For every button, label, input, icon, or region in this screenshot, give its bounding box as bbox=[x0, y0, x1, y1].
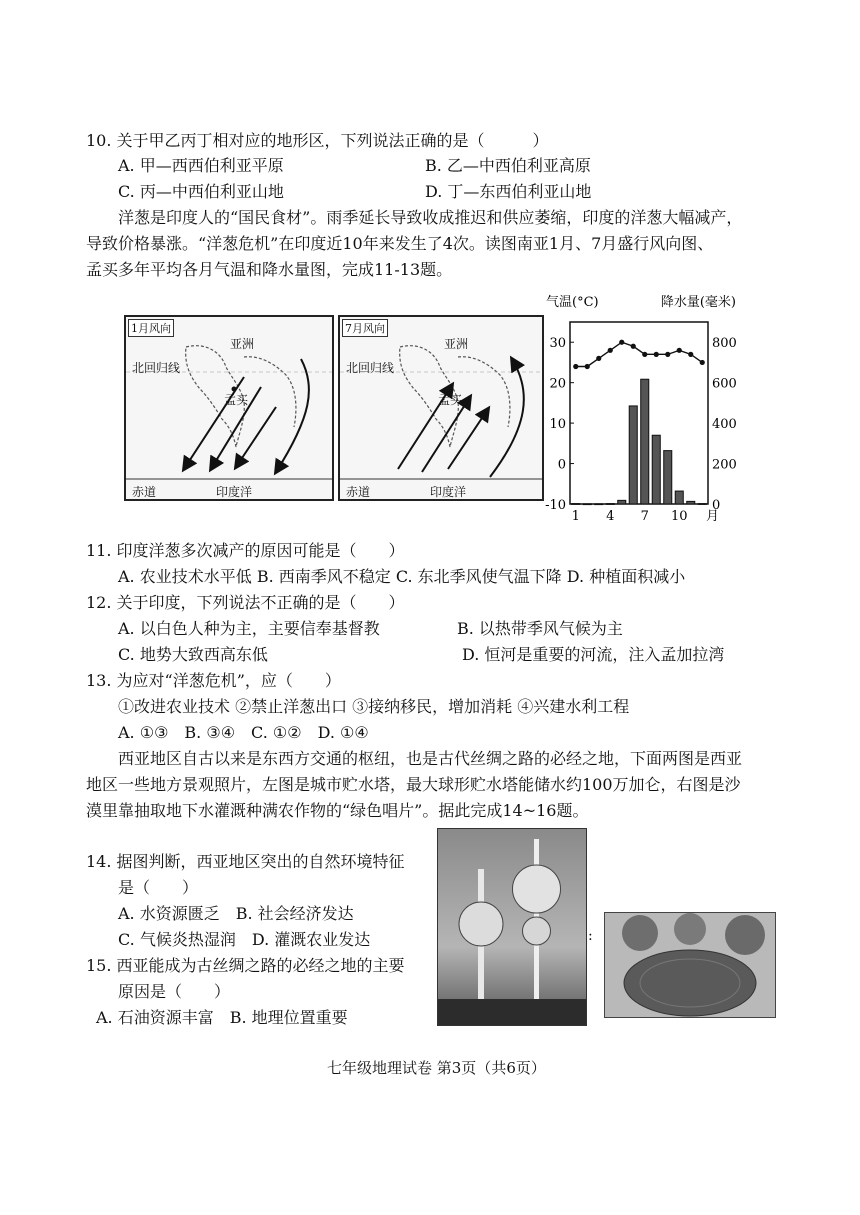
y-left-tick-label: 30 bbox=[549, 336, 566, 352]
y-left-tick-label: 20 bbox=[549, 376, 566, 392]
x-tick-label: 4 bbox=[606, 509, 615, 524]
precipitation-bar bbox=[641, 379, 649, 504]
intro2-line2: 地区一些地方景观照片，左图是城市贮水塔，最大球形贮水塔能储水约100万加仑，右图是沙 bbox=[86, 775, 741, 794]
intro2-line1: 西亚地区自古以来是东西方交通的枢纽，也是古代丝绸之路的必经之地，下面两图是西亚 bbox=[118, 749, 743, 768]
precipitation-bar bbox=[687, 501, 695, 504]
x-tick-label: 10 bbox=[670, 509, 688, 524]
precipitation-bar bbox=[664, 451, 672, 504]
y-left-tick-label: 0 bbox=[557, 457, 566, 473]
temperature-point bbox=[665, 352, 670, 357]
precipitation-bar bbox=[606, 504, 614, 505]
precipitation-bar bbox=[618, 500, 626, 504]
temperature-point bbox=[608, 348, 613, 353]
map-jul-ocean-label: 印度洋 bbox=[430, 485, 467, 499]
y-right-tick-label: 800 bbox=[712, 336, 737, 352]
map-july-wind bbox=[338, 315, 544, 501]
precipitation-bar bbox=[629, 406, 637, 504]
map-jul-equator-label: 赤道 bbox=[346, 485, 371, 499]
q13-options: A. ①③ B. ③④ C. ①② D. ①④ bbox=[118, 723, 369, 742]
y-right-tick-label: 600 bbox=[712, 376, 737, 392]
intro1-line2: 导致价格暴涨。“洋葱危机”在印度近10年来发生了4次。读图南亚1月、7月盛行风向图、 bbox=[86, 234, 714, 253]
precipitation-bar bbox=[595, 504, 603, 505]
precipitation-bar bbox=[675, 491, 683, 504]
temperature-point bbox=[585, 364, 590, 369]
intro1-line1: 洋葱是印度人的“国民食材”。雨季延长导致收成推迟和供应萎缩，印度的洋葱大幅减产， bbox=[118, 208, 743, 227]
precipitation-bar bbox=[652, 435, 660, 504]
map-jul-title: 7月风向 bbox=[342, 319, 388, 337]
map-january-drawing bbox=[126, 317, 332, 499]
temperature-point bbox=[573, 364, 578, 369]
q14-stem-line2: 是（ ） bbox=[118, 878, 199, 897]
chart-plot-frame bbox=[570, 322, 708, 504]
map-july-drawing bbox=[340, 317, 542, 499]
q13-stem: 13. 为应对“洋葱危机”，应（ ） bbox=[86, 671, 341, 690]
y-right-tick-label: 0 bbox=[712, 498, 721, 513]
page-footer: 七年级地理试卷 第3页（共6页） bbox=[327, 1059, 546, 1077]
q11-options: A. 农业技术水平低 B. 西南季风不稳定 C. 东北季风使气温下降 D. 种植面积减小 bbox=[118, 567, 686, 586]
x-unit-label: 月 bbox=[706, 509, 720, 524]
q14-options-cd: C. 气候炎热湿润 D. 灌溉农业发达 bbox=[118, 930, 371, 949]
q12-option-b: B. 以热带季风气候为主 bbox=[457, 619, 623, 638]
x-tick-label: 1 bbox=[571, 509, 580, 524]
q12-option-d: D. 恒河是重要的河流，注入孟加拉湾 bbox=[462, 645, 725, 664]
temperature-point bbox=[677, 348, 682, 353]
temperature-line bbox=[576, 342, 703, 366]
map-jan-title: 1月风向 bbox=[128, 319, 174, 337]
map-jan-asia-label: 亚洲 bbox=[230, 337, 255, 351]
y-left-tick-label: -10 bbox=[545, 498, 566, 513]
chart-ylabel-left: 气温(°C) bbox=[546, 295, 599, 310]
map-jul-city-label: 孟买 bbox=[438, 393, 463, 407]
q13-items: ①改进农业技术 ②禁止洋葱出口 ③接纳移民，增加消耗 ④兴建水利工程 bbox=[118, 697, 630, 716]
q10-option-b: B. 乙—中西伯利亚高原 bbox=[425, 156, 591, 175]
q10-option-c: C. 丙—中西伯利亚山地 bbox=[118, 182, 284, 201]
map-jul-asia-label: 亚洲 bbox=[444, 337, 469, 351]
water-tower-drawing bbox=[438, 829, 586, 1025]
precipitation-bar bbox=[572, 504, 580, 505]
map-jul-tropic-label: 北回归线 bbox=[346, 361, 395, 375]
precipitation-bar bbox=[698, 504, 706, 505]
q12-option-c: C. 地势大致西高东低 bbox=[118, 645, 268, 664]
chart-ylabel-right: 降水量(毫米) bbox=[660, 295, 736, 310]
temperature-point bbox=[619, 340, 624, 345]
temperature-point bbox=[654, 352, 659, 357]
q10-option-d: D. 丁—东西伯利亚山地 bbox=[425, 182, 592, 201]
temperature-point bbox=[688, 352, 693, 357]
intro2-line3: 漠里靠抽取地下水灌溉种满农作物的“绿色唱片”。据此完成14~16题。 bbox=[86, 801, 589, 820]
x-tick-label: 7 bbox=[640, 509, 649, 524]
q15-stem-line2: 原因是（ ） bbox=[118, 982, 231, 1001]
photo-water-towers bbox=[437, 828, 587, 1026]
map-jan-equator-label: 赤道 bbox=[132, 485, 157, 499]
temperature-point bbox=[700, 360, 705, 365]
temperature-point bbox=[642, 352, 647, 357]
map-jan-tropic-label: 北回归线 bbox=[132, 361, 181, 375]
precipitation-bar bbox=[583, 504, 591, 505]
q10-option-a: A. 甲—西西伯利亚平原 bbox=[118, 156, 284, 175]
y-right-tick-label: 400 bbox=[712, 417, 737, 433]
map-jan-city-label: 孟买 bbox=[224, 393, 249, 407]
q14-stem-line1: 14. 据图判断，西亚地区突出的自然环境特征 bbox=[86, 852, 405, 871]
photo-separator-mark: : bbox=[588, 928, 593, 944]
q12-stem: 12. 关于印度，下列说法不正确的是（ ） bbox=[86, 593, 405, 612]
y-left-tick-label: 10 bbox=[549, 417, 566, 433]
green-records-drawing bbox=[605, 913, 775, 1017]
q15-options-ab: A. 石油资源丰富 B. 地理位置重要 bbox=[96, 1008, 348, 1027]
photo-green-records bbox=[604, 912, 776, 1018]
q11-stem: 11. 印度洋葱多次减产的原因可能是（ ） bbox=[86, 541, 405, 560]
q14-options-ab: A. 水资源匮乏 B. 社会经济发达 bbox=[118, 904, 354, 923]
climate-chart bbox=[540, 290, 740, 530]
temperature-point bbox=[631, 344, 636, 349]
y-right-tick-label: 200 bbox=[712, 457, 737, 473]
q15-stem-line1: 15. 西亚能成为古丝绸之路的必经之地的主要 bbox=[86, 956, 405, 975]
map-jan-ocean-label: 印度洋 bbox=[216, 485, 253, 499]
q12-option-a: A. 以白色人种为主，主要信奉基督教 bbox=[118, 619, 380, 638]
map-january-wind bbox=[124, 315, 334, 501]
intro1-line3: 孟买多年平均各月气温和降水量图，完成11-13题。 bbox=[86, 260, 453, 279]
temperature-point bbox=[596, 356, 601, 361]
q10-stem: 10. 关于甲乙丙丁相对应的地形区，下列说法正确的是（ ） bbox=[86, 131, 549, 150]
